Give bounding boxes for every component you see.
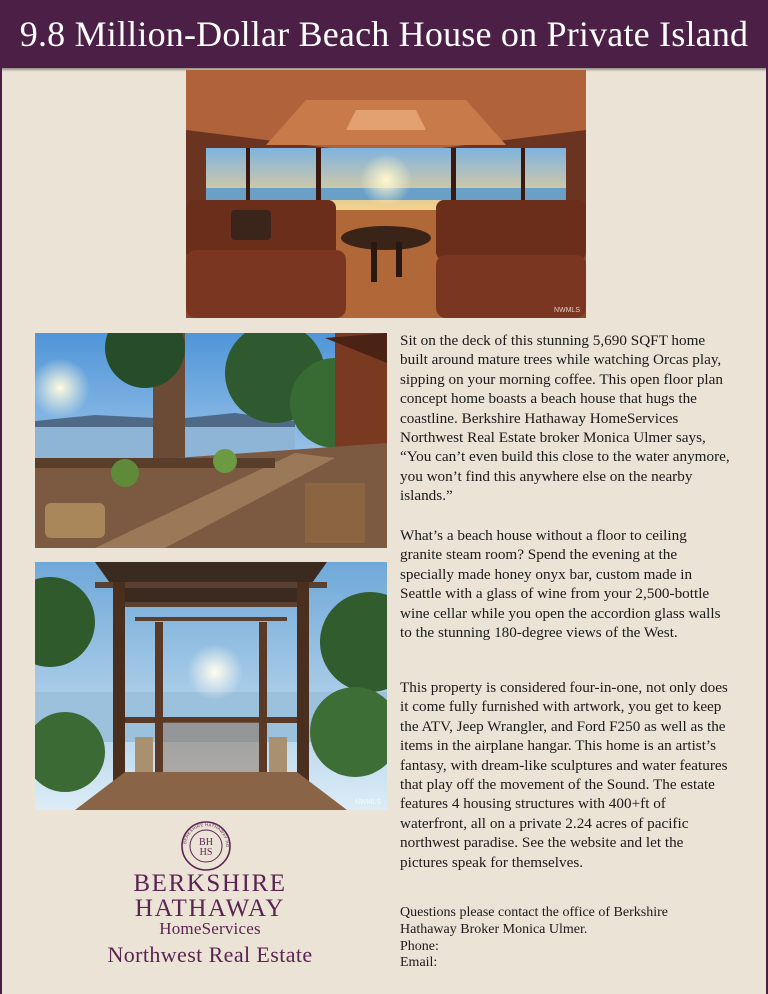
brand-name-line-3: HomeServices [159, 919, 261, 938]
gazebo-photo [35, 562, 387, 810]
photo-watermark: NWMLS [354, 799, 381, 806]
description-paragraph-1: Sit on the deck of this stunning 5,690 SQFT home built around mature trees while watching Orcas play, sipping on your morning coffee. This open floor plan concept home boasts a beach house that hugs the coastline. Berkshire Hathaway HomeServices Northwest Real Estate broker Monica Ulmer says, “You can’t even build this close to the water anymore, you won’t find this anywhere else on the nearby islands.” [400, 332, 730, 505]
page-title: 9.8 Million-Dollar Beach House on Private Island [19, 14, 749, 54]
contact-line-1: Questions please contact the office of Berkshire [400, 905, 668, 920]
photo-watermark: NWMLS [553, 307, 580, 314]
bhhs-seal-logo [180, 820, 232, 872]
description-paragraph-3: This property is considered four-in-one, not only does it come fully furnished with artwork, you get to keep the ATV, Jeep Wrangler, and Ford F250 as well as the items in the airplane hangar. This home is an artist’s fantasy, with dream-like sculptures and water features that play off the movement of the Sound. The estate features 4 housing structures with 400+ft of waterfront, all on a private 2.24 acres of pacific northwest paradise. See the website and let the pictures speak for themselves. [400, 679, 728, 871]
svg-text:BH: BH [199, 837, 213, 848]
svg-text:BERKSHIRE HATHAWAY HOMESERVICE: BERKSHIRE HATHAWAY HO [182, 821, 231, 848]
contact-line-2: Hathaway Broker Monica Ulmer. [400, 921, 588, 937]
email-label: Email: [400, 955, 438, 971]
brand-region: Northwest Real Estate [107, 942, 313, 967]
deck-photo [35, 333, 387, 548]
living-room-photo [186, 70, 586, 318]
svg-text:HS: HS [199, 847, 213, 858]
brand-name-line-1: BERKSHIRE [133, 870, 287, 897]
description-paragraph-2: What’s a beach house without a floor to ceiling granite steam room? Spend the evening at the specially made honey onyx bar, custom made in Seattle with a glass of wine from your 2,500-bottle wine cellar while you open the accordion glass walls to the stunning 180-degree views of the West. [400, 527, 721, 642]
left-border [0, 68, 2, 994]
contact-block [400, 905, 730, 972]
brand-name-line-2: HATHAWAY [134, 895, 286, 922]
title-banner [0, 0, 768, 68]
phone-label: Phone: [400, 938, 439, 954]
